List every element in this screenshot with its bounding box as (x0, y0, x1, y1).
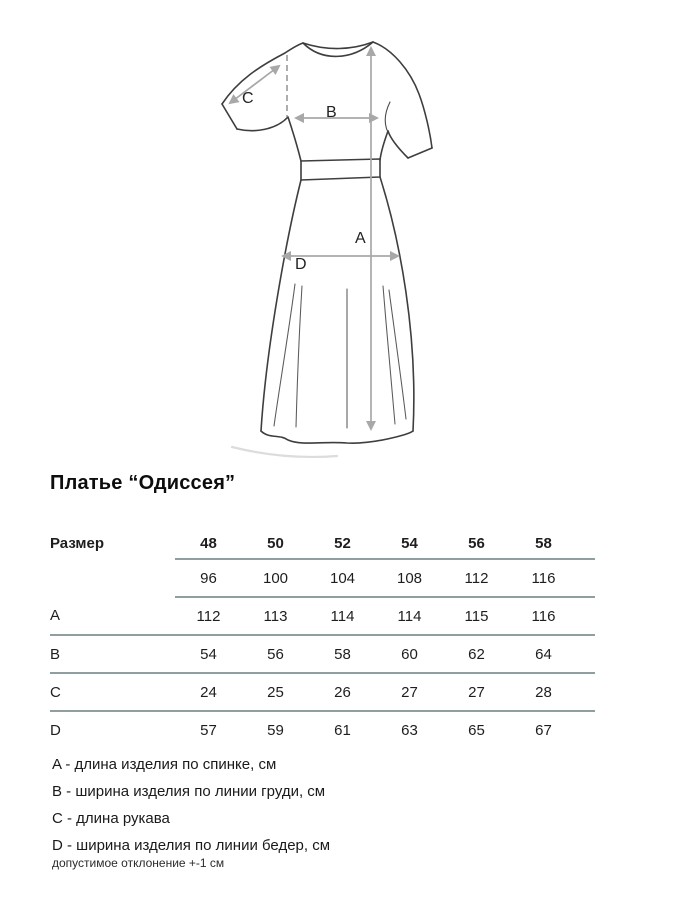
table-cell: 104 (309, 559, 376, 597)
measure-label-d: D (295, 256, 307, 273)
table-cell: 112 (443, 559, 510, 597)
row-label: B (50, 635, 175, 673)
spacer-cell (577, 528, 595, 559)
table-cell: 59 (267, 721, 284, 739)
ground-shadow (232, 447, 337, 457)
spacer-cell (577, 559, 595, 597)
row-label (50, 559, 175, 597)
size-header: 54 (376, 528, 443, 559)
table-cell: 113 (242, 597, 309, 635)
table-cell: 24 (175, 673, 242, 711)
row-label: A (50, 597, 175, 635)
table-cell: 62 (443, 635, 510, 673)
size-table-corner-label: Размер (50, 535, 105, 552)
table-cell: 57 (200, 721, 217, 739)
spacer-cell (577, 711, 595, 748)
measurement-arrows (230, 48, 398, 429)
size-header: 48 (175, 528, 242, 559)
tolerance-note: допустимое отклонение +-1 см (52, 856, 225, 870)
table-cell: 112 (175, 597, 242, 635)
legend-item-d: D - ширина изделия по линии бедер, см (52, 837, 331, 854)
table-row-d (50, 711, 595, 748)
table-cell: 61 (334, 721, 351, 739)
table-cell: 27 (376, 673, 443, 711)
table-cell: 54 (175, 635, 242, 673)
size-header: 50 (242, 528, 309, 559)
table-cell: 96 (175, 559, 242, 597)
table-cell: 116 (510, 559, 577, 597)
product-title: Платье “Одиссея” (50, 472, 236, 494)
table-cell: 108 (376, 559, 443, 597)
table-cell: 27 (443, 673, 510, 711)
table-cell: 65 (468, 721, 485, 739)
table-cell: 63 (401, 721, 418, 739)
table-cell: 60 (376, 635, 443, 673)
measure-label-b: B (326, 104, 337, 121)
measure-label-c: C (242, 90, 254, 107)
table-cell: 64 (510, 635, 577, 673)
measure-label-a: A (355, 230, 366, 247)
table-cell: 25 (242, 673, 309, 711)
spacer-cell (577, 673, 595, 711)
spacer-cell (577, 597, 595, 635)
table-cell: 115 (443, 597, 510, 635)
table-cell: 100 (242, 559, 309, 597)
size-header: 52 (309, 528, 376, 559)
table-cell: 114 (309, 597, 376, 635)
row-label: C (50, 673, 175, 711)
legend-item-c: C - длина рукава (52, 810, 170, 827)
size-table-header-row (50, 528, 595, 559)
size-header: 58 (510, 528, 577, 559)
row-label: D (50, 721, 61, 739)
size-table (50, 528, 595, 748)
table-cell: 26 (309, 673, 376, 711)
table-row-c (50, 673, 595, 711)
table-cell: 116 (510, 597, 577, 635)
spacer-cell (577, 635, 595, 673)
legend-item-b: B - ширина изделия по линии груди, см (52, 783, 326, 800)
measurement-legend (52, 751, 330, 859)
table-row-chest (50, 559, 595, 597)
table-row-a (50, 597, 595, 635)
table-cell: 114 (376, 597, 443, 635)
size-header: 56 (443, 528, 510, 559)
table-cell: 58 (309, 635, 376, 673)
table-row-b (50, 635, 595, 673)
table-cell: 56 (242, 635, 309, 673)
table-cell: 28 (510, 673, 577, 711)
skirt-pleat-lines (274, 284, 406, 428)
table-cell: 67 (535, 721, 552, 739)
legend-item-a: A - длина изделия по спинке, см (52, 756, 277, 773)
